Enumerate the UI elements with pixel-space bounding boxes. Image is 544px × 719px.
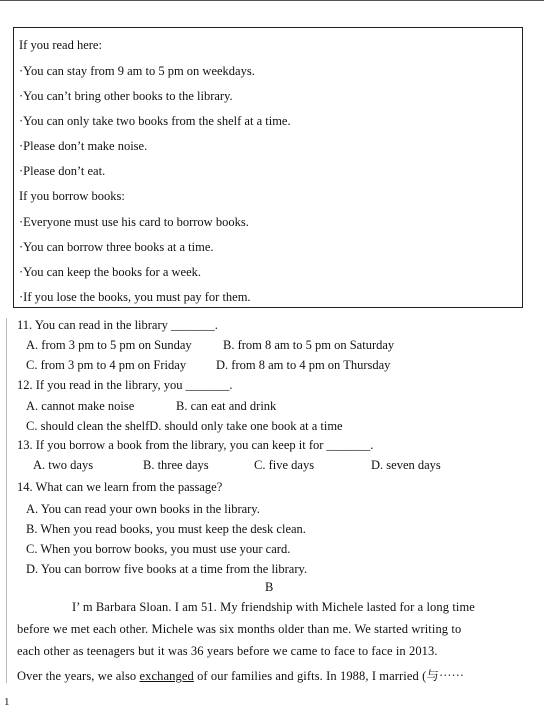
question-14-option-d: D. You can borrow five books at a time from the library. [26, 562, 308, 576]
question-12-option-b: B. can eat and drink [176, 399, 277, 413]
underlined-word-exchanged: exchanged [139, 669, 194, 683]
library-rules-box [13, 27, 523, 308]
question-11-option-c: C. from 3 pm to 4 pm on Friday [26, 358, 187, 372]
read-rule-5: ·Please don’t eat. [19, 164, 106, 178]
question-12-option-c-d: C. should clean the shelfD. should only take one book at a time [26, 419, 343, 433]
read-rule-4: ·Please don’t make noise. [19, 139, 148, 153]
read-heading: If you read here: [19, 38, 102, 52]
read-rule-3: ·You can only take two books from the shelf at a time. [19, 114, 291, 128]
question-14-option-b: B. When you read books, you must keep the desk clean. [26, 522, 306, 536]
passage-b-line-4-start: Over the years, we also [17, 669, 140, 683]
read-rule-1: ·You can stay from 9 am to 5 pm on weekdays. [19, 64, 255, 78]
read-rule-2: ·You can’t bring other books to the library. [19, 89, 233, 103]
margin-rule [6, 318, 7, 683]
question-14-option-a: A. You can read your own books in the library. [26, 502, 260, 516]
passage-b-line-4 [17, 666, 464, 684]
question-12-stem: 12. If you read in the library, you _______. [17, 378, 233, 392]
passage-b-line-1: I’ m Barbara Sloan. I am 51. My friendship with Michele lasted for a long time [72, 600, 475, 614]
question-13-option-d: D. seven days [371, 458, 441, 472]
question-13-stem: 13. If you borrow a book from the library, you can keep it for _______. [17, 438, 374, 452]
borrow-rule-1: ·Everyone must use his card to borrow books. [19, 215, 249, 229]
question-11-option-d: D. from 8 am to 4 pm on Thursday [216, 358, 391, 372]
question-11-option-b: B. from 8 am to 5 pm on Saturday [223, 338, 395, 352]
page-top-border [0, 0, 544, 1]
edge-mark: 1 [4, 696, 10, 708]
borrow-rule-3: ·You can keep the books for a week. [19, 265, 202, 279]
question-11-stem: 11. You can read in the library _______. [17, 318, 218, 332]
passage-b-line-2: before we met each other. Michele was six months older than me. We started writing to [17, 622, 462, 636]
borrow-rule-4: ·If you lose the books, you must pay for them. [19, 290, 251, 304]
borrow-heading: If you borrow books: [19, 189, 125, 203]
question-13-option-b: B. three days [143, 458, 209, 472]
borrow-rule-2: ·You can borrow three books at a time. [19, 240, 214, 254]
question-13-option-a: A. two days [33, 458, 94, 472]
question-14-stem: 14. What can we learn from the passage? [17, 480, 223, 494]
question-14-option-c: C. When you borrow books, you must use your card. [26, 542, 291, 556]
section-b-heading: B [265, 580, 274, 594]
question-13-option-c: C. five days [254, 458, 315, 472]
passage-b-line-4-end: of our families and gifts. In 1988, I married (与⋯⋯ [193, 669, 465, 683]
question-12-option-a: A. cannot make noise [26, 399, 135, 413]
passage-b-line-3: each other as teenagers but it was 36 years before we came to face to face in 2013. [17, 644, 438, 658]
question-11-option-a: A. from 3 pm to 5 pm on Sunday [26, 338, 192, 352]
